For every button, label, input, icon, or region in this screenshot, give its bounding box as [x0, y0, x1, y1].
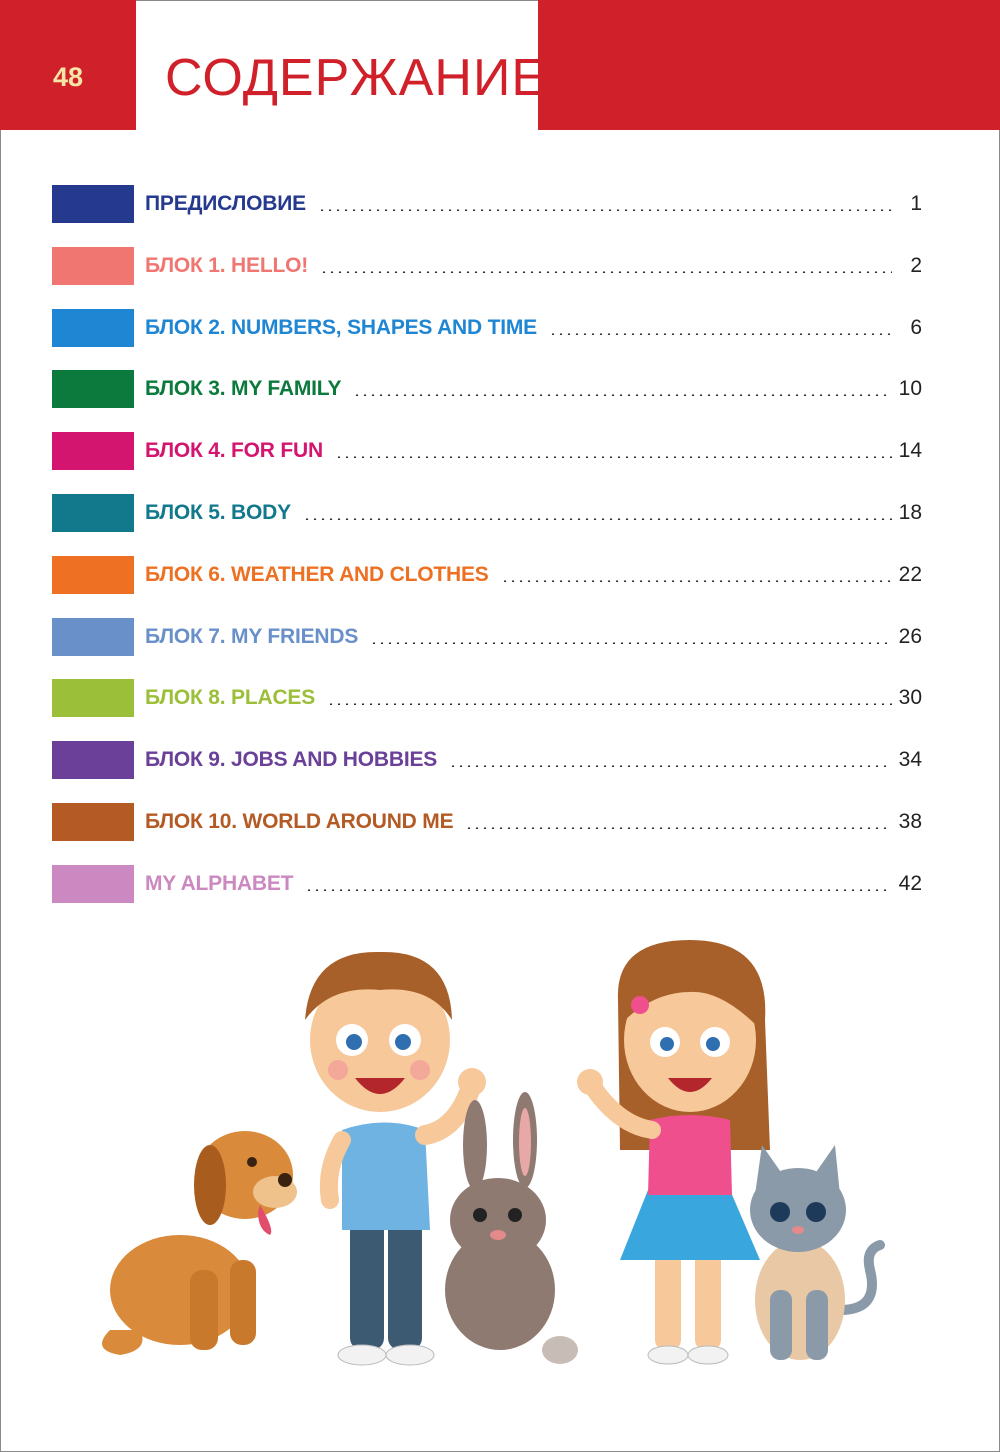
- toc-leader-dots: [303, 518, 892, 520]
- cat-icon: [750, 1145, 880, 1360]
- rabbit-icon: [445, 1092, 578, 1364]
- toc-entry[interactable]: [52, 803, 922, 841]
- dog-icon: [102, 1131, 297, 1355]
- toc-entry-title: БЛОК 10. WORLD AROUND ME: [145, 809, 454, 833]
- toc-page-number: 26: [898, 624, 922, 648]
- page-title: СОДЕРЖАНИЕ: [165, 49, 548, 107]
- toc-entry[interactable]: [52, 309, 922, 347]
- toc-leader-dots: [320, 271, 892, 273]
- page-number: 48: [52, 62, 84, 92]
- toc-entry-title: БЛОК 1. HELLO!: [145, 253, 308, 277]
- girl-icon: [577, 940, 770, 1364]
- toc-leader-dots: [335, 456, 892, 458]
- toc-entry[interactable]: [52, 247, 922, 285]
- toc-entry[interactable]: [52, 432, 922, 470]
- illustration: [80, 930, 910, 1380]
- toc-page-number: 10: [898, 377, 922, 401]
- toc-page-number: 34: [898, 748, 922, 772]
- toc-color-swatch: [52, 494, 134, 532]
- table-of-contents: [52, 185, 922, 927]
- toc-color-swatch: [52, 865, 134, 903]
- toc-leader-dots: [370, 642, 892, 644]
- toc-page-number: 2: [910, 253, 922, 277]
- toc-entry-title: MY ALPHABET: [145, 871, 294, 895]
- toc-entry-title: БЛОК 8. PLACES: [145, 686, 316, 710]
- toc-entry[interactable]: [52, 741, 922, 779]
- header-right-band: [538, 0, 1000, 130]
- toc-color-swatch: [52, 803, 134, 841]
- toc-color-swatch: [52, 432, 134, 470]
- toc-page-number: 42: [898, 871, 922, 895]
- toc-page-number: 14: [898, 439, 922, 463]
- toc-leader-dots: [327, 703, 892, 705]
- toc-entry-title: ПРЕДИСЛОВИЕ: [145, 192, 306, 215]
- toc-entry-title: БЛОК 2. NUMBERS, SHAPES AND TIME: [145, 315, 537, 339]
- toc-entry[interactable]: [52, 865, 922, 903]
- toc-leader-dots: [449, 765, 892, 767]
- toc-leader-dots: [353, 394, 892, 396]
- toc-entry-title: БЛОК 5. BODY: [145, 500, 291, 524]
- toc-entry[interactable]: [52, 618, 922, 656]
- toc-leader-dots: [305, 889, 892, 891]
- toc-entry[interactable]: [52, 494, 922, 532]
- toc-entry[interactable]: [52, 679, 922, 717]
- toc-color-swatch: [52, 679, 134, 717]
- toc-entry-title: БЛОК 4. FOR FUN: [145, 439, 323, 463]
- toc-page-number: 6: [910, 315, 922, 339]
- toc-leader-dots: [318, 209, 892, 211]
- toc-leader-dots: [501, 580, 892, 582]
- toc-page-number: 22: [898, 562, 922, 586]
- toc-color-swatch: [52, 309, 134, 347]
- toc-page-number: 18: [898, 500, 922, 524]
- toc-color-swatch: [52, 370, 134, 408]
- toc-color-swatch: [52, 618, 134, 656]
- toc-page-number: 1: [910, 192, 922, 215]
- toc-color-swatch: [52, 247, 134, 285]
- toc-color-swatch: [52, 185, 134, 223]
- toc-entry-title: БЛОК 7. MY FRIENDS: [145, 624, 359, 648]
- toc-entry[interactable]: [52, 556, 922, 594]
- toc-entry-title: БЛОК 3. MY FAMILY: [145, 377, 342, 401]
- toc-page-number: 38: [898, 809, 922, 833]
- toc-color-swatch: [52, 741, 134, 779]
- toc-entry-title: БЛОК 6. WEATHER AND CLOTHES: [145, 562, 489, 586]
- toc-color-swatch: [52, 556, 134, 594]
- toc-leader-dots: [465, 827, 892, 829]
- toc-entry[interactable]: [52, 185, 922, 223]
- toc-leader-dots: [549, 333, 892, 335]
- toc-page-number: 30: [898, 686, 922, 710]
- toc-entry-title: БЛОК 9. JOBS AND HOBBIES: [145, 748, 438, 772]
- toc-entry[interactable]: [52, 370, 922, 408]
